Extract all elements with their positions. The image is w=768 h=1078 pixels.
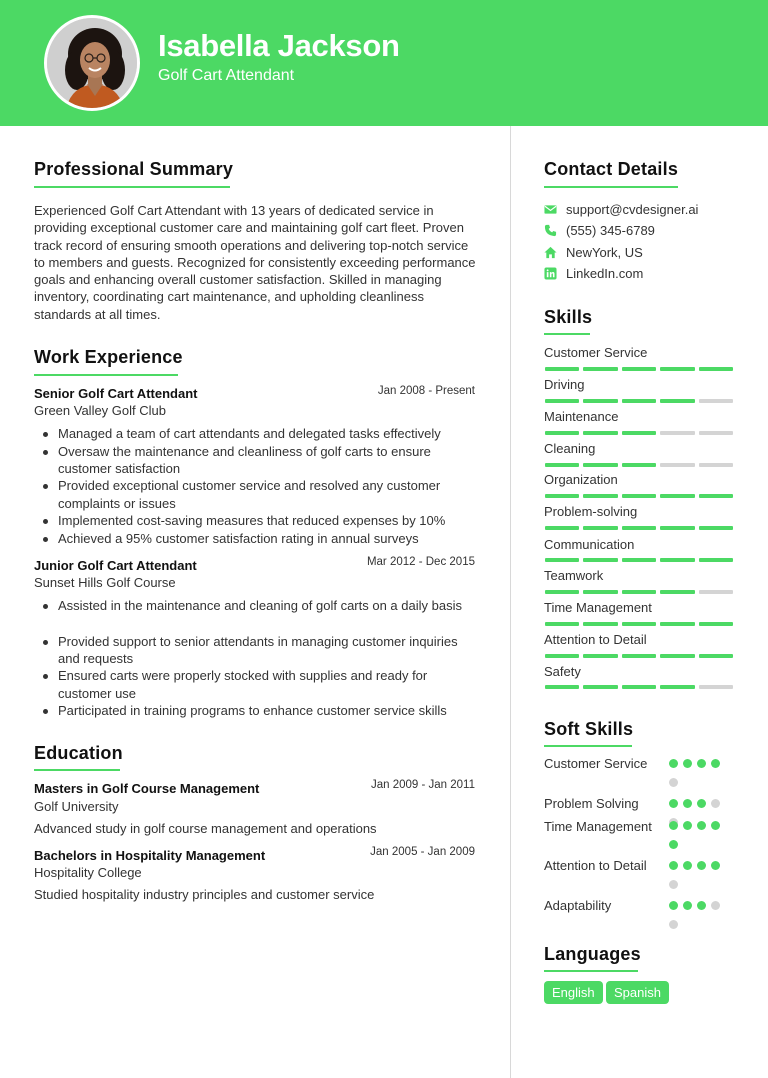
skill-level-bar [545,685,733,689]
skill-segment [622,654,656,658]
skill-name: Time Management [544,600,652,615]
soft-skill-rating [669,821,725,859]
skill-level-bar [545,399,733,403]
skill-segment [699,622,733,626]
rating-dot [711,901,720,910]
list-item: Assisted in the maintenance and cleaning of golf carts on a daily basis [34,597,474,614]
rating-dot [697,821,706,830]
contact-phone[interactable] [544,222,655,238]
skill-level-bar [545,431,733,435]
skill-segment [583,494,617,498]
contact-phone-text: (555) 345-6789 [566,222,655,238]
skill-level-bar [545,367,733,371]
rating-dot [669,840,678,849]
skill-segment [622,685,656,689]
skill-segment [545,654,579,658]
rating-dot [669,799,678,808]
soft-skill-name: Time Management [544,819,652,834]
edu-2-description: Studied hospitality industry principles and customer service [34,887,375,902]
education-heading: Education [34,743,123,763]
rating-dot [711,861,720,870]
list-item: Achieved a 95% customer satisfaction rating in annual surveys [34,530,474,547]
job-1-title: Senior Golf Cart Attendant [34,386,198,401]
job-title: Golf Cart Attendant [158,67,295,84]
contact-location [544,244,643,260]
soft-skill-name: Adaptability [544,898,612,913]
skill-segment [660,558,694,562]
list-item: Oversaw the maintenance and cleanliness of golf carts to ensure customer satisfaction [34,443,474,478]
skill-level-bar [545,463,733,467]
rating-dot [697,799,706,808]
list-item: Implemented cost-saving measures that reduced expenses by 10% [34,512,474,529]
skill-segment [545,526,579,530]
job-2-bullets [34,597,474,720]
skill-segment [622,590,656,594]
rating-dot [683,861,692,870]
contact-location-text: NewYork, US [566,244,643,260]
skill-segment [545,431,579,435]
soft-skill-rating [669,901,725,939]
contact-linkedin[interactable] [544,265,643,281]
job-2-organization: Sunset Hills Golf Course [34,575,176,590]
language-badge: Spanish [606,981,669,1004]
soft-skill-rating [669,759,725,797]
skill-segment [622,367,656,371]
skill-segment [699,399,733,403]
rating-dot [683,821,692,830]
skill-segment [545,399,579,403]
skill-segment [660,590,694,594]
skill-segment [583,654,617,658]
skill-segment [660,654,694,658]
skill-name: Driving [544,377,585,392]
languages-heading: Languages [544,944,641,964]
rating-dot [683,799,692,808]
skill-name: Communication [544,537,635,552]
rating-dot [669,759,678,768]
skill-name: Safety [544,664,581,679]
skills-heading: Skills [544,307,593,327]
skill-segment [622,463,656,467]
skill-segment [660,526,694,530]
skill-segment [583,399,617,403]
skill-level-bar [545,526,733,530]
skill-segment [583,622,617,626]
candidate-name: Isabella Jackson [158,28,400,63]
skill-segment [545,367,579,371]
soft-skills-heading: Soft Skills [544,719,634,739]
languages-underline [544,970,638,972]
skill-segment [545,685,579,689]
skill-level-bar [545,654,733,658]
skill-segment [660,367,694,371]
summary-underline [34,186,230,188]
skill-segment [545,558,579,562]
skill-level-bar [545,558,733,562]
column-divider [510,126,511,1078]
rating-dot [697,759,706,768]
skill-segment [660,431,694,435]
rating-dot [697,901,706,910]
skill-segment [660,399,694,403]
rating-dot [711,821,720,830]
phone-icon [544,224,557,237]
skill-segment [583,463,617,467]
skill-segment [622,494,656,498]
contact-email[interactable] [544,201,698,217]
soft-skill-name: Problem Solving [544,796,639,811]
soft-skills-underline [544,745,632,747]
skills-underline [544,333,590,335]
edu-1-school: Golf University [34,799,119,814]
rating-dot [669,901,678,910]
edu-1-dates: Jan 2009 - Jan 2011 [370,779,475,791]
skill-segment [699,494,733,498]
skill-segment [699,431,733,435]
contact-linkedin-text: LinkedIn.com [566,265,644,281]
rating-dot [683,901,692,910]
edu-2-school: Hospitality College [34,865,142,880]
skill-segment [545,622,579,626]
rating-dot [669,821,678,830]
edu-1-degree: Masters in Golf Course Management [34,781,260,796]
job-2-dates: Mar 2012 - Dec 2015 [366,556,475,568]
skill-segment [699,463,733,467]
envelope-icon [544,203,557,216]
skill-segment [583,526,617,530]
rating-dot [711,799,720,808]
skill-segment [660,463,694,467]
soft-skill-rating [669,861,725,899]
skill-segment [622,622,656,626]
skill-name: Problem-solving [544,504,638,519]
skill-segment [583,431,617,435]
rating-dot [711,759,720,768]
edu-1-description: Advanced study in golf course management and operations [34,821,377,836]
rating-dot [697,861,706,870]
skill-segment [699,590,733,594]
edu-2-dates: Jan 2005 - Jan 2009 [370,846,475,858]
skill-name: Cleaning [544,441,596,456]
skill-segment [660,622,694,626]
skill-segment [622,431,656,435]
skill-segment [699,367,733,371]
job-2-title: Junior Golf Cart Attendant [34,558,197,573]
skill-segment [699,558,733,562]
skill-segment [622,558,656,562]
skill-segment [660,685,694,689]
portrait-photo [47,18,140,111]
contact-heading: Contact Details [544,159,679,179]
list-item: Provided exceptional customer service and resolved any customer complaints or issues [34,477,474,512]
skill-level-bar [545,622,733,626]
skill-segment [545,463,579,467]
rating-dot [669,880,678,889]
soft-skill-name: Customer Service [544,756,648,771]
rating-dot [669,920,678,929]
skill-segment [545,590,579,594]
skill-name: Attention to Detail [544,632,647,647]
skill-name: Maintenance [544,409,619,424]
header-banner [0,0,768,126]
experience-heading: Work Experience [34,347,183,367]
rating-dot [669,861,678,870]
list-item: Participated in training programs to enhance customer service skills [34,702,474,719]
edu-2-degree: Bachelors in Hospitality Management [34,848,266,863]
experience-underline [34,374,178,376]
summary-heading: Professional Summary [34,159,234,179]
linkedin-icon [544,267,557,280]
job-1-bullets [34,425,474,548]
skill-name: Teamwork [544,568,604,583]
summary-text: Experienced Golf Cart Attendant with 13 years of dedicated service in providing exceptional customer care and maintaining golf cart fleet. Proven track record of ensuring smooth operations and delivering top-notch service to members and guests. Recognized for consistently exceeding performance goals and enhancing overall customer satisfaction. Skilled in managing inventory, coordinating cart maintenance, and upholding cleanliness standards at all times. [34,203,476,322]
contact-email-text: support@cvdesigner.ai [566,201,699,217]
skill-level-bar [545,590,733,594]
skill-segment [583,685,617,689]
skill-segment [660,494,694,498]
skill-segment [583,590,617,594]
education-underline [34,769,120,771]
rating-dot [683,759,692,768]
list-item: Provided support to senior attendants in managing customer inquiries and requests [34,633,474,668]
list-item: Managed a team of cart attendants and delegated tasks effectively [34,425,474,442]
job-1-organization: Green Valley Golf Club [34,403,166,418]
skill-segment [699,685,733,689]
skill-level-bar [545,494,733,498]
rating-dot [669,778,678,787]
avatar [44,15,140,111]
soft-skill-name: Attention to Detail [544,858,647,873]
skill-segment [583,367,617,371]
home-icon [544,246,557,259]
contact-underline [544,186,678,188]
skill-segment [545,494,579,498]
list-item: Ensured carts were properly stocked with supplies and ready for customer use [34,667,474,702]
skill-segment [583,558,617,562]
language-badge: English [544,981,603,1004]
skill-segment [699,526,733,530]
job-1-dates: Jan 2008 - Present [377,385,475,397]
skill-name: Organization [544,472,618,487]
skill-segment [622,399,656,403]
skill-segment [622,526,656,530]
skill-name: Customer Service [544,345,648,360]
skill-segment [699,654,733,658]
